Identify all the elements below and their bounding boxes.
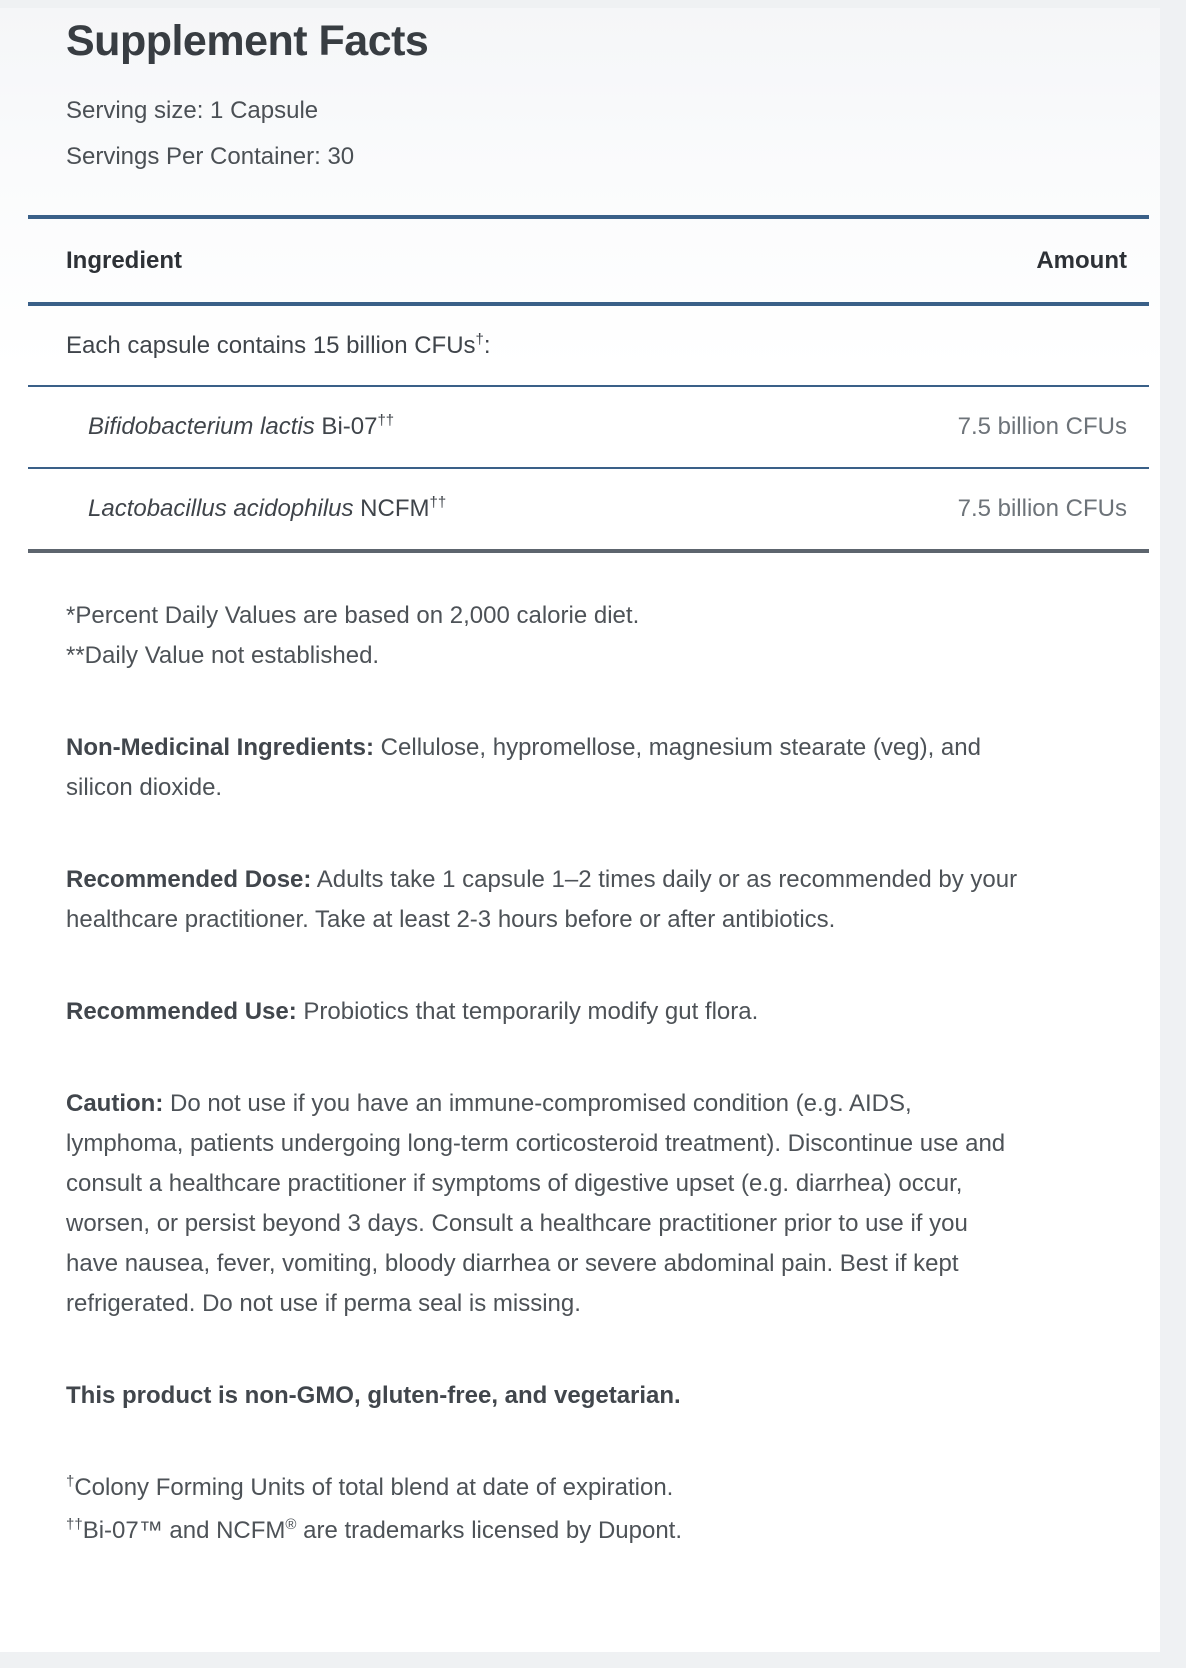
double-dagger-symbol: †† [429,494,447,511]
ingredient-amount: 7.5 billion CFUs [957,495,1127,522]
ingredient-amount: 7.5 billion CFUs [957,413,1127,440]
footnote-cfu: †Colony Forming Units of total blend at date of expiration. [66,1473,674,1501]
registered-symbol: ® [285,1516,297,1533]
table-intro-row [28,306,1149,385]
product-claim-text: This product is non-GMO, gluten-free, and vegetarian. [66,1382,681,1409]
ingredient-name: Lactobacillus acidophilus NCFM†† [88,494,447,522]
panel-title: Supplement Facts [66,17,429,65]
recommended-use-paragraph [66,992,1021,1032]
section-label: Caution: [66,1090,164,1117]
serving-size-text: Serving size: 1 Capsule [66,97,319,124]
recommended-dose-paragraph [66,860,1021,940]
daily-value-not-established-note: **Daily Value not established. [66,642,380,669]
non-medicinal-ingredients-paragraph [66,728,1021,808]
section-text: Probiotics that temporarily modify gut flora. [296,998,759,1025]
table-header-row [28,219,1149,302]
dagger-symbol: † [66,1473,75,1490]
column-header-ingredient: Ingredient [66,246,183,274]
table-bottom-rule [28,549,1149,553]
servings-per-container-text: Servings Per Container: 30 [66,143,355,170]
ingredient-row-lactobacillus [28,469,1149,549]
percent-daily-value-note: *Percent Daily Values are based on 2,000 calorie diet. [66,602,640,629]
ingredient-row-bifidobacterium [28,387,1149,467]
capsule-contents-text: Each capsule contains 15 billion CFUs†: [66,330,491,359]
section-label: Non-Medicinal Ingredients: [66,734,375,761]
section-text: Do not use if you have an immune-compromised condition (e.g. AIDS, lymphoma, patients undergoing long-term corticosteroid treatment). Discontinue use and consult a healthcare practitioner if symptoms of digestive upset (e.g. diarrhea) occur, worsen, or persist beyond 3 days. Consult a healthcare practitioner prior to use if you have nausea, fever, vomiting, bloody diarrhea or severe abdominal pain. Best if kept refrigerated. Do not use if perma seal is missing. [66,1090,1006,1317]
double-dagger-symbol: †† [66,1516,83,1533]
footnotes-block [66,1468,1021,1554]
section-text: Adults take 1 capsule 1–2 times daily or as recommended by your healthcare practitioner. Take at least 2-3 hours before or after antibiotics. [66,866,1018,933]
daily-value-notes [66,596,1021,676]
ingredient-name: Bifidobacterium lactis Bi-07†† [88,412,395,440]
ingredients-table [28,215,1149,553]
section-label: Recommended Use: [66,998,297,1025]
column-header-amount: Amount [1036,246,1127,274]
supplement-facts-panel [0,8,1160,1652]
section-label: Recommended Dose: [66,866,312,893]
dagger-symbol: † [475,330,484,348]
footnote-trademark: ††Bi-07™ and NCFM® are trademarks licensed by Dupont. [66,1516,683,1544]
caution-paragraph [66,1084,1021,1324]
double-dagger-symbol: †† [377,412,395,429]
section-text: Cellulose, hypromellose, magnesium stearate (veg), and silicon dioxide. [66,734,981,801]
